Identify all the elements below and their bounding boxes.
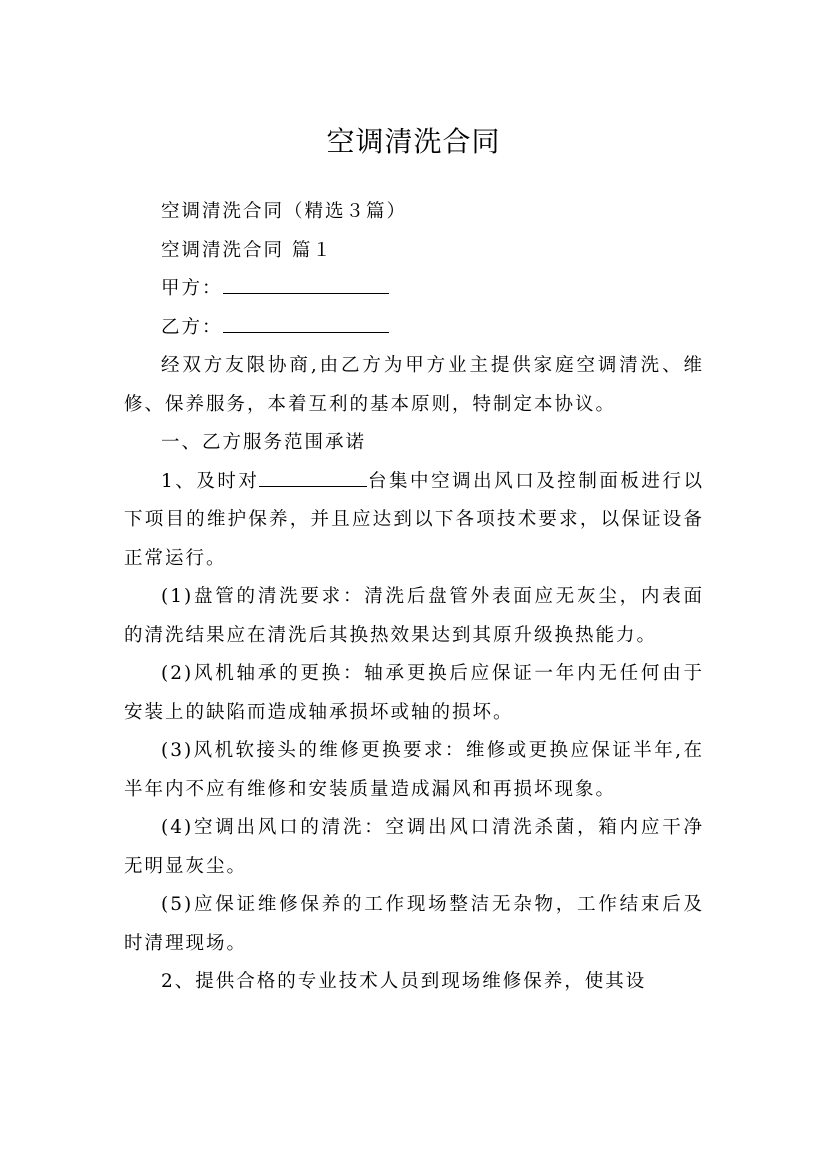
party-a-blank: [223, 275, 389, 295]
item2-paragraph: 2、提供合格的专业技术人员到现场维修保养，使其设: [161, 971, 647, 992]
sub-item-3: (3)风机软接头的维修更换要求：维修或更换应保证半年,在半年内不应有维修和安装质量造成漏风和再损坏现象。: [124, 740, 704, 800]
subtitle: 空调清洗合同（精选３篇）: [161, 201, 408, 222]
section1-heading: 一、乙方服务范围承诺: [161, 432, 367, 453]
intro-paragraph: 经双方友限协商,由乙方为甲方业主提供家庭空调清洗、维修、保养服务，本着互利的基本原则，特制定本协议。: [124, 355, 704, 415]
sub-item-4: (4)空调出风口的清洗：空调出风口清洗杀菌，箱内应干净无明显灰尘。: [124, 817, 704, 877]
party-b-blank: [223, 313, 389, 333]
sub-item-2: (2)风机轴承的更换：轴承更换后应保证一年内无任何由于安装上的缺陷而造成轴承损坏或轴的损坏。: [124, 663, 704, 723]
sub-item-1: (1)盘管的清洗要求：清洗后盘管外表面应无灰尘，内表面的清洗结果应在清洗后其换热效果达到其原升级换热能力。: [124, 586, 704, 646]
document-body: [124, 193, 704, 1002]
party-a-label: 甲方：: [161, 278, 223, 299]
sub-item-5: (5)应保证维修保养的工作现场整洁无杂物，工作结束后及时清理现场。: [124, 894, 704, 954]
party-b-label: 乙方：: [161, 316, 223, 338]
item1-prefix: 1、及时对: [161, 470, 260, 492]
part-heading: 空调清洗合同 篇１: [161, 239, 333, 261]
item1-paragraph: [124, 463, 704, 579]
party-a-line: [124, 270, 704, 309]
item1-suffix: 台集中空调出风口及控制面板进行以下项目的维护保养，并且应达到以下各项技术要求，以保证设备正常运行。: [124, 470, 704, 569]
item1-blank: [259, 467, 367, 487]
document-title: 空调清洗合同: [326, 124, 501, 158]
party-b-line: [124, 309, 704, 348]
